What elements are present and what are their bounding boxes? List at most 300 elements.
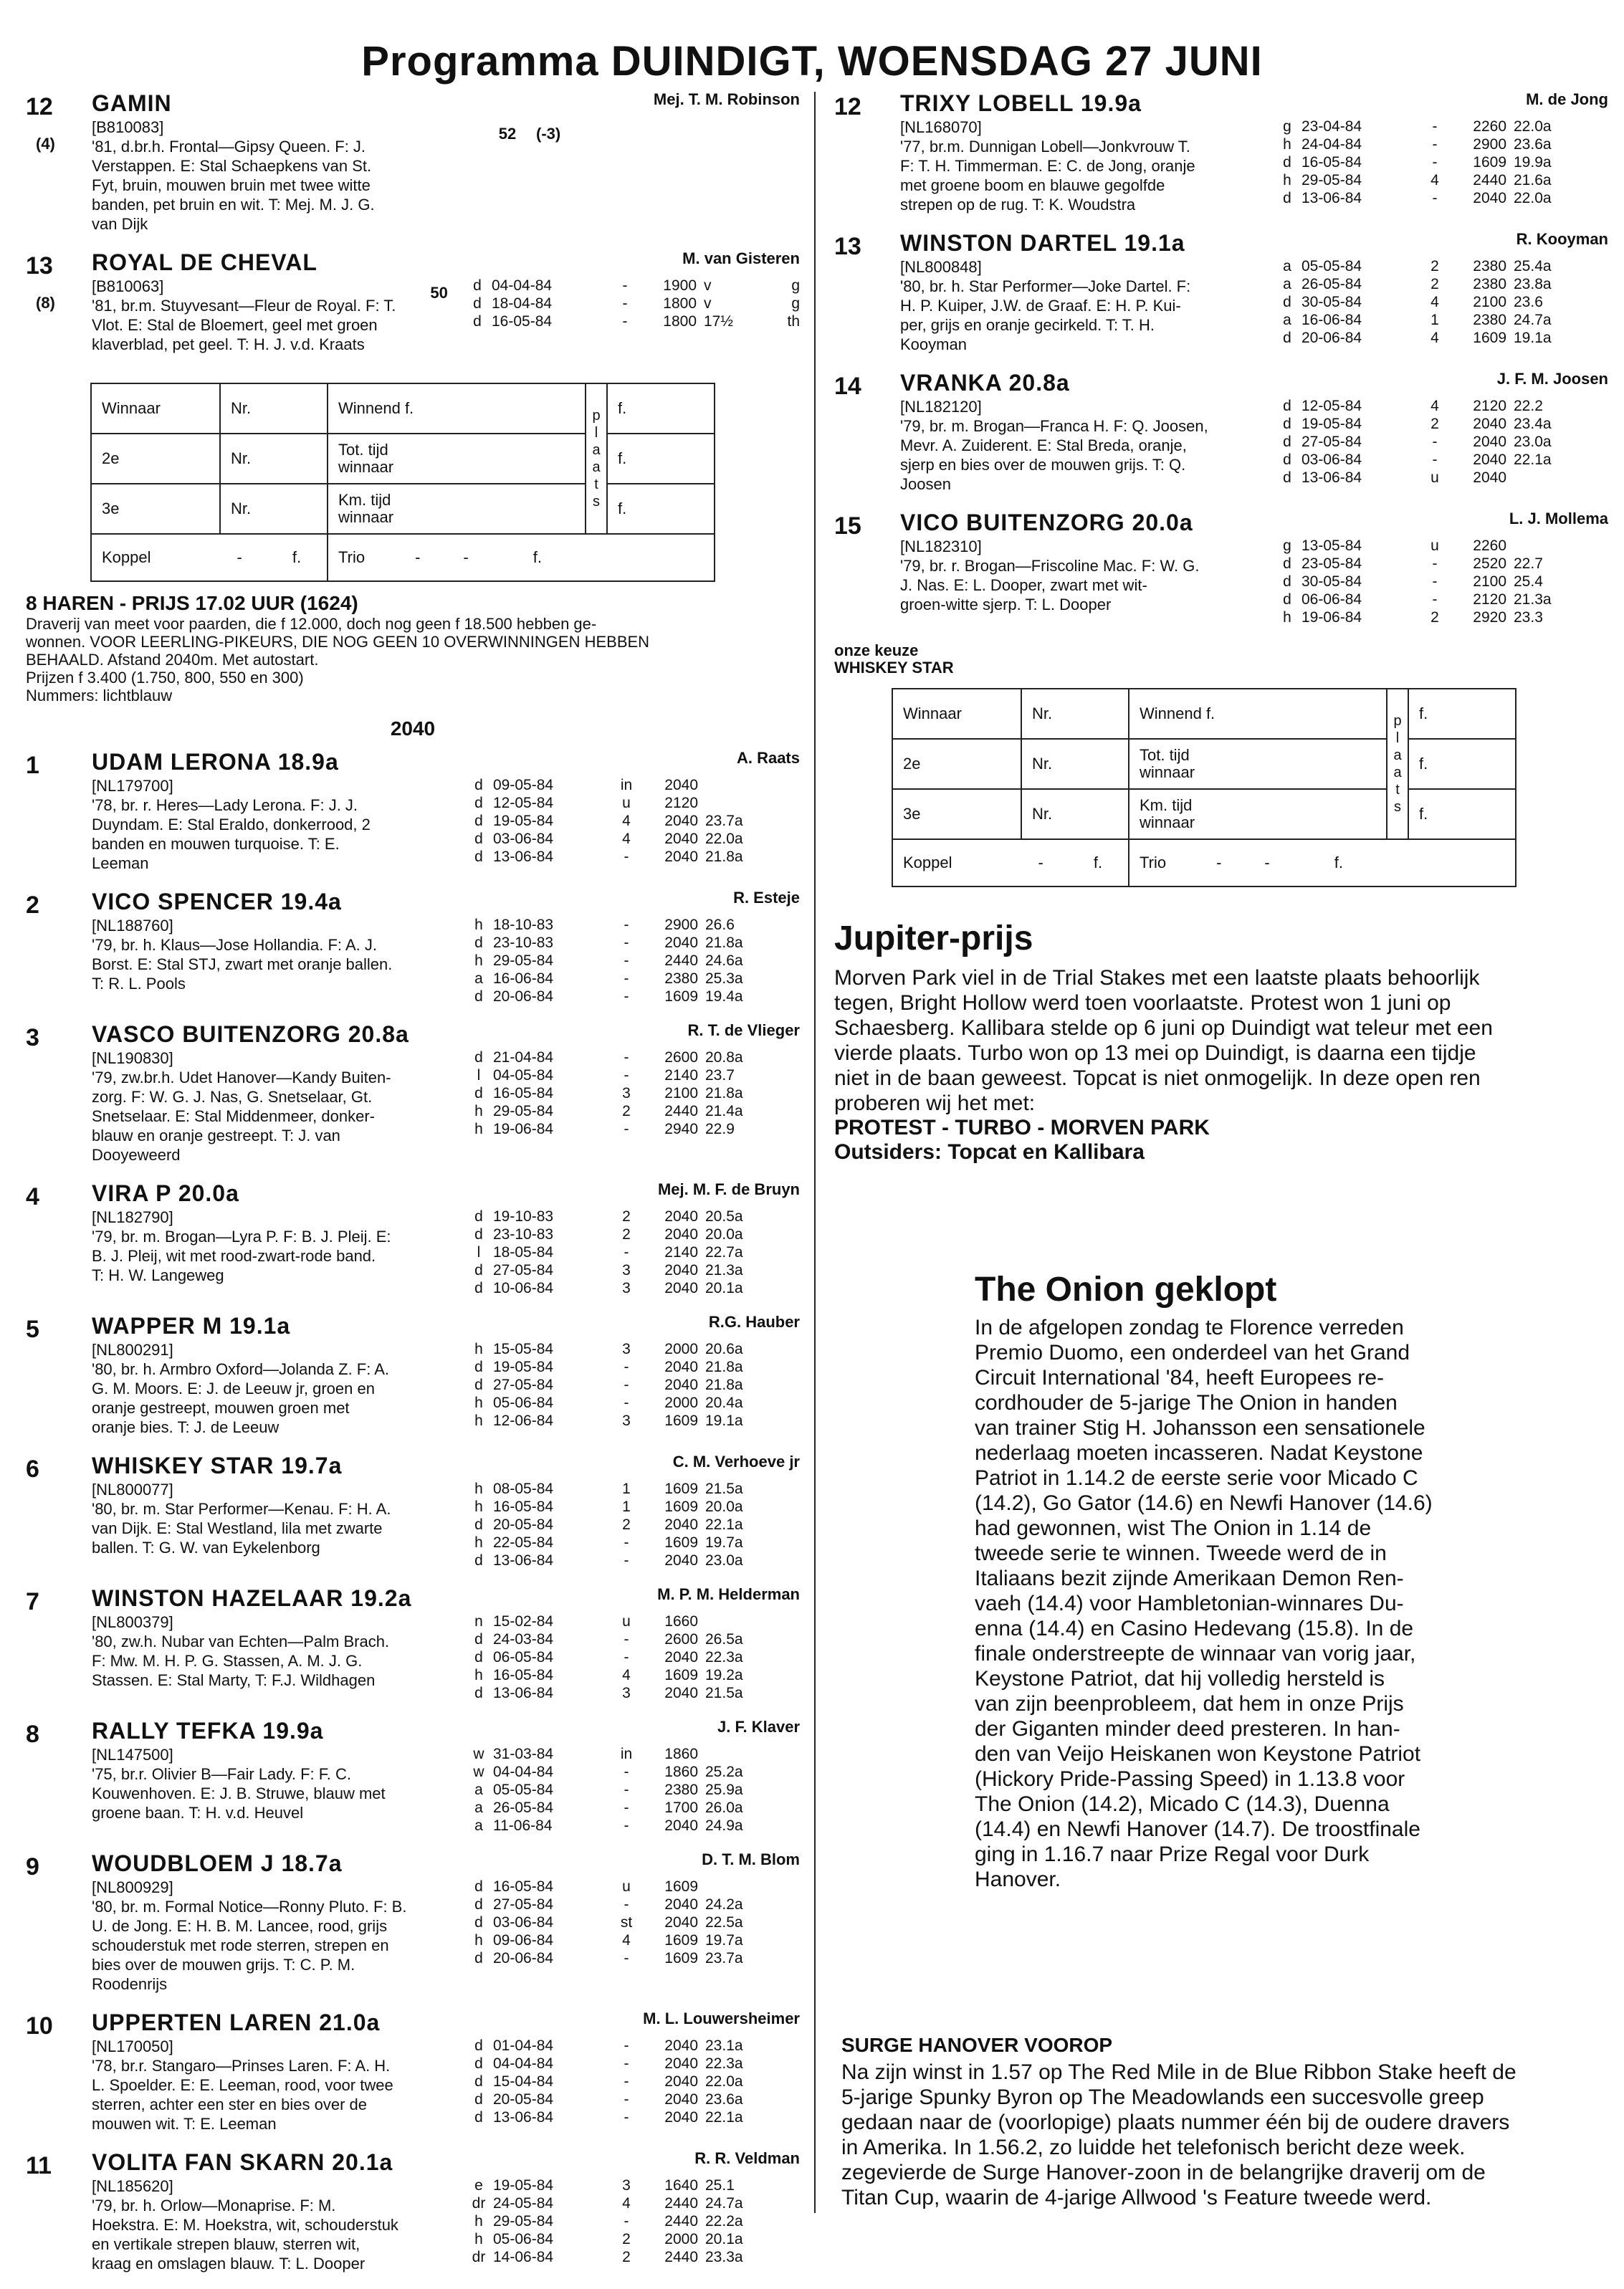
horse-info (900, 397, 1273, 494)
date: 20-06-84 (493, 988, 554, 1005)
place: 4 (1430, 172, 1439, 188)
entry-draw: (4) (36, 135, 55, 153)
place: 3 (622, 1685, 631, 1701)
entry-body (92, 2149, 800, 2273)
place: - (624, 1764, 629, 1780)
place: 2 (1430, 258, 1439, 274)
entry-number: 5 (26, 1316, 39, 1343)
form-row (464, 1781, 800, 1799)
info-line: [NL800291] (92, 1341, 173, 1359)
date: 13-06-84 (493, 1685, 554, 1701)
info-line: blauw en oranje gestreept. T: J. van (92, 1127, 340, 1144)
entry-main (92, 277, 800, 354)
driver-name: J. F. Klaver (717, 1718, 800, 1736)
track: h (474, 1534, 483, 1551)
dash (1387, 275, 1413, 293)
column-divider (814, 92, 816, 2213)
track: d (474, 1208, 483, 1225)
horse-entry (26, 1585, 800, 1702)
dash (579, 1648, 605, 1666)
time: 20.0a (705, 1499, 743, 1515)
driver-name: R. Esteje (733, 889, 800, 907)
distance: 2040 (664, 1914, 698, 1931)
distance: 1860 (664, 1764, 698, 1780)
time: 24.7a (705, 2195, 743, 2212)
entry-body (92, 249, 800, 354)
text-line: 5-jarige Spunky Byron op The Meadowlands een succesvolle greep (841, 2085, 1484, 2109)
trio-cell (1129, 839, 1516, 887)
dash (1387, 591, 1413, 608)
form-row (1273, 135, 1608, 153)
form-lines (464, 2176, 800, 2273)
place: 3 (622, 1280, 631, 1296)
date: 16-05-84 (493, 1085, 554, 1102)
trio-dash: - (1216, 854, 1222, 871)
date: 09-06-84 (493, 1932, 554, 1949)
place: - (624, 952, 629, 969)
description-line: wonnen. VOOR LEERLING-PIKEURS, DIE NOG GEEN 10 OVERWINNINGEN HEBBEN (26, 633, 650, 651)
info-line: '79, br. r. Brogan—Friscoline Mac. F: W. G. (900, 557, 1200, 575)
form-row (464, 1552, 800, 1569)
entry-number: 6 (26, 1456, 39, 1483)
place: 3 (622, 1413, 631, 1429)
track: d (474, 1516, 483, 1533)
horse-info (92, 2037, 464, 2133)
place: - (624, 2091, 629, 2108)
date: 15-04-84 (493, 2073, 554, 2090)
dash (579, 1763, 605, 1781)
track: d (474, 849, 483, 865)
distance: 2040 (1473, 190, 1506, 206)
time: 20.1a (705, 2231, 743, 2247)
place: - (1432, 118, 1438, 135)
name-line (92, 749, 800, 776)
place: 2 (1430, 276, 1439, 292)
dash (579, 1931, 605, 1949)
form-lines (464, 916, 800, 1005)
info-line: strepen op de rug. T: K. Woudstra (900, 196, 1136, 214)
km-tijd-label: Km. tijd (1140, 796, 1193, 814)
info-line: [NL800077] (92, 1481, 173, 1499)
place: - (1432, 573, 1438, 590)
form-row (464, 1799, 800, 1817)
form-lines (1273, 257, 1608, 354)
date: 29-05-84 (493, 2213, 554, 2230)
entry-body (92, 749, 800, 873)
entry-draw: (8) (36, 294, 55, 312)
dash (578, 312, 603, 330)
winnaar-cell: Winnaar (91, 383, 220, 434)
distance: 2040 (664, 1280, 698, 1296)
time (698, 794, 768, 812)
distance: 2100 (1473, 573, 1506, 590)
distance: 2260 (1473, 118, 1506, 135)
dash (579, 2194, 605, 2212)
track: w (473, 1764, 484, 1780)
form-lines (464, 1745, 800, 1835)
form-row (464, 1394, 800, 1412)
date: 15-02-84 (493, 1613, 554, 1630)
time: 22.0a (1514, 190, 1552, 206)
distance: 1700 (664, 1800, 698, 1816)
place: 2 (622, 1226, 631, 1243)
time: v (704, 295, 712, 312)
info-line: Roodenrijs (92, 1975, 168, 1993)
plaats-letter: l (594, 425, 598, 441)
distance: 2440 (664, 952, 698, 969)
date: 20-06-84 (1301, 330, 1362, 346)
time: 22.1a (1514, 451, 1552, 468)
place: 2 (622, 1103, 631, 1119)
track: h (474, 1932, 483, 1949)
time: 25.4 (1514, 573, 1543, 590)
dash (579, 2212, 605, 2230)
form-row (464, 2055, 800, 2073)
info-line: Joosen (900, 475, 951, 493)
koppel-f: f. (1093, 854, 1103, 871)
date: 20-05-84 (493, 2091, 554, 2108)
dash (1387, 311, 1413, 329)
track: h (474, 952, 483, 969)
track: d (474, 1914, 483, 1931)
distance: 2040 (664, 1226, 698, 1243)
place: - (624, 1782, 629, 1798)
name-line (92, 1718, 800, 1745)
result-table (90, 383, 715, 582)
time: 25.3a (705, 970, 743, 987)
form-row (1273, 608, 1608, 626)
form-row (1273, 189, 1608, 207)
entry-number: 13 (26, 252, 53, 279)
result-table (892, 688, 1516, 887)
horse-info (92, 2176, 464, 2273)
time: 21.8a (705, 1377, 743, 1393)
time (1506, 537, 1577, 555)
info-line: [NL182120] (900, 398, 982, 416)
track: d (1283, 416, 1291, 432)
track: d (474, 1262, 483, 1279)
date: 04-04-84 (493, 2055, 554, 2072)
info-line: T: H. W. Langeweg (92, 1266, 224, 1284)
date: 12-06-84 (493, 1413, 554, 1429)
entry-body (92, 1313, 800, 1437)
horse-entry (26, 1180, 800, 1297)
info-line: mouwen wit. T: E. Leeman (92, 2115, 277, 2133)
form-row (464, 2230, 800, 2248)
koppel-row (892, 839, 1516, 887)
trio-dash: - (463, 548, 469, 566)
dash (579, 1878, 605, 1896)
driver-name: Mej. T. M. Robinson (653, 90, 800, 108)
form-row (464, 1896, 800, 1913)
form-row (464, 916, 800, 934)
race-8-section (26, 592, 800, 2273)
info-line: '80, br. m. Star Performer—Kenau. F: H. A. (92, 1500, 391, 1518)
date: 19-05-84 (493, 813, 554, 829)
text-line: ging in 1.16.7 naar Prize Regal voor Durk (975, 1843, 1370, 1866)
place: - (624, 2109, 629, 2126)
dash (1387, 555, 1413, 573)
horse-name: VICO BUITENZORG 20.0a (900, 510, 1193, 535)
horse-info (900, 118, 1273, 214)
distance: 2040 (664, 1208, 698, 1225)
time: 21.3a (1514, 591, 1552, 608)
place: 2 (1430, 609, 1439, 626)
time: 22.0a (1514, 118, 1552, 135)
name-line (92, 1585, 800, 1612)
dash (1387, 608, 1413, 626)
form-row (464, 2212, 800, 2230)
place: - (622, 295, 628, 312)
track: a (474, 1782, 483, 1798)
info-line: H. P. Kuiper, J.W. de Graaf. E: H. P. Kui- (900, 297, 1181, 315)
distance: 2040 (664, 935, 698, 951)
info-line: '80, br. h. Armbro Oxford—Jolanda Z. F: A. (92, 1360, 390, 1378)
distance: 2440 (664, 2249, 698, 2265)
date: 13-06-84 (1301, 190, 1362, 206)
time: 22.7a (705, 1244, 743, 1261)
dash (1387, 189, 1413, 207)
info-line: Fyt, bruin, mouwen bruin met twee witte (92, 176, 371, 194)
result-table-left (90, 383, 800, 582)
tot-tijd-cell (1129, 739, 1387, 789)
info-line: G. M. Moors. E: J. de Leeuw jr, groen en (92, 1380, 375, 1397)
form-lines (464, 1340, 800, 1437)
derde-cell: 3e (892, 789, 1021, 839)
time: 23.0a (705, 1552, 743, 1569)
entry-main (900, 118, 1608, 214)
track: d (1283, 469, 1291, 486)
info-line: oranje gestreept, mouwen groen met (92, 1399, 350, 1417)
horse-entry (834, 510, 1608, 626)
date: 03-06-84 (493, 831, 554, 847)
track: a (1283, 312, 1291, 328)
track: l (477, 1244, 481, 1261)
date: 31-03-84 (493, 1746, 554, 1762)
dash (1387, 171, 1413, 189)
track: h (474, 1121, 483, 1137)
entry-body (900, 370, 1608, 494)
horse-name: VICO SPENCER 19.4a (92, 889, 342, 914)
form-row (464, 1913, 800, 1931)
dash (1387, 293, 1413, 311)
time (698, 1878, 768, 1896)
distance: 2040 (664, 1552, 698, 1569)
track: d (1283, 294, 1291, 310)
place: - (624, 1534, 629, 1551)
article-title: The Onion geklopt (975, 1271, 1277, 1309)
horse-name: UPPERTEN LAREN 21.0a (92, 2010, 381, 2035)
horse-entry (26, 1850, 800, 1994)
info-line: [NL147500] (92, 1746, 173, 1764)
place: in (620, 777, 633, 793)
time: 23.3a (705, 2249, 743, 2265)
time: 23.3 (1514, 609, 1543, 626)
distance: 1609 (664, 1932, 698, 1949)
info-line: banden, pet bruin en wit. T: Mej. M. J. G. (92, 196, 375, 214)
time: 22.5a (705, 1914, 743, 1931)
dash (579, 1896, 605, 1913)
f-cell: f. (1408, 739, 1516, 789)
article-body (841, 2060, 1615, 2210)
date: 30-05-84 (1301, 294, 1362, 310)
place: - (624, 1049, 629, 1066)
form-lines (464, 1048, 800, 1165)
entry-main (92, 776, 800, 873)
horse-entry (834, 370, 1608, 494)
horse-entry (26, 2149, 800, 2273)
info-line: Stassen. E: Stal Marty, T: F.J. Wildhagen (92, 1671, 376, 1689)
time: 24.9a (705, 1817, 743, 1834)
form-row (464, 1102, 800, 1120)
track: n (474, 1613, 483, 1630)
distance: 2440 (664, 2195, 698, 2212)
time: 23.1a (705, 2037, 743, 2054)
distance: 1609 (664, 988, 698, 1005)
text-line: (14.2), Go Gator (14.6) en Newfi Hanover (14.6) (975, 1491, 1433, 1515)
track: h (474, 1395, 483, 1411)
text-line: Keystone Patriot, dat hij volledig hersteld is (975, 1667, 1385, 1691)
time: 25.9a (705, 1782, 743, 1798)
nr-cell: Nr. (220, 434, 328, 484)
place: in (620, 1746, 633, 1762)
dash (579, 812, 605, 830)
time: 22.2 (1514, 398, 1543, 414)
place: - (622, 277, 628, 294)
form-row (464, 952, 800, 970)
track: d (474, 1685, 483, 1701)
text-line: gedaan naar de (voorlopige) plaats nummer één bij de oudere dravers (841, 2111, 1510, 2134)
dash (1387, 135, 1413, 153)
date: 12-05-84 (1301, 398, 1362, 414)
horse-info (92, 1480, 464, 1569)
time: 20.6a (705, 1341, 743, 1357)
trio-f: f. (532, 548, 542, 566)
track: d (474, 1280, 483, 1296)
dash (579, 1048, 605, 1066)
date: 15-05-84 (493, 1341, 554, 1357)
dash (579, 1498, 605, 1516)
f-cell: f. (607, 383, 715, 434)
dash (579, 1913, 605, 1931)
dash (579, 848, 605, 866)
form-row (1273, 451, 1608, 469)
koppel-dash: - (1038, 854, 1043, 871)
time: 19.1a (1514, 330, 1552, 346)
info-line: [NL800929] (92, 1878, 173, 1896)
track: d (474, 2091, 483, 2108)
text-line: Morven Park viel in de Trial Stakes met een laatste plaats behoorlijk (834, 966, 1480, 990)
plaats-letter: a (1393, 747, 1402, 763)
place: - (624, 917, 629, 933)
dash (579, 1480, 605, 1498)
horse-name: WINSTON DARTEL 19.1a (900, 230, 1185, 256)
time: 21.8a (705, 935, 743, 951)
time: 20.8a (705, 1049, 743, 1066)
winnaar-cell: Winnaar (892, 689, 1021, 739)
track: d (474, 1226, 483, 1243)
dash (579, 988, 605, 1005)
dash (579, 1225, 605, 1243)
form-row (1273, 275, 1608, 293)
time: 21.3a (705, 1262, 743, 1279)
dash (579, 1817, 605, 1835)
distance: 2040 (1473, 469, 1506, 486)
horse-name: WAPPER M 19.1a (92, 1313, 291, 1339)
form-row (464, 830, 800, 848)
date: 06-05-84 (493, 1649, 554, 1666)
track: g (1283, 118, 1291, 135)
article-pick: PROTEST - TURBO - MORVEN PARK (834, 1116, 1210, 1139)
dash (579, 1208, 605, 1225)
place: - (624, 1395, 629, 1411)
weight (415, 277, 463, 354)
onion-article (975, 1270, 1605, 1892)
note: g (791, 295, 800, 312)
entry-main (92, 118, 800, 234)
place: - (624, 1817, 629, 1834)
dash (579, 1279, 605, 1297)
plaats-letter: t (594, 477, 598, 492)
time: 21.8a (705, 1085, 743, 1102)
distance: 1860 (664, 1746, 698, 1762)
text-line: proberen wij het met: (834, 1091, 1036, 1115)
date: 06-06-84 (1301, 591, 1362, 608)
date: 04-04-84 (492, 277, 553, 294)
track: h (474, 1413, 483, 1429)
horse-info (92, 118, 479, 234)
time: 19.7a (705, 1932, 743, 1949)
entry-body (92, 90, 800, 234)
form-lines (464, 1480, 800, 1569)
distance: 2040 (664, 1685, 698, 1701)
weight-value: 50 (430, 284, 448, 302)
dash (579, 1340, 605, 1358)
dash (1387, 469, 1413, 487)
time: 19.9a (1514, 154, 1552, 171)
info-line: '79, br. m. Brogan—Franca H. F: Q. Joosen, (900, 417, 1208, 435)
info-line: F: Mw. M. H. P. G. Stassen, A. M. J. G. (92, 1652, 363, 1670)
form-row (464, 1817, 800, 1835)
date: 05-06-84 (493, 1395, 554, 1411)
note: g (791, 277, 800, 294)
info-line: zorg. F: W. G. J. Nas, G. Snetselaar, Gt. (92, 1088, 373, 1106)
dash (1387, 451, 1413, 469)
text-line: tweede serie te winnen. Tweede werd de in (975, 1542, 1387, 1565)
date: 23-05-84 (1301, 555, 1362, 572)
info-line: met groene boom en blauwe gegolfde (900, 176, 1165, 194)
f-cell: f. (607, 434, 715, 484)
time: 23.7a (705, 1950, 743, 1967)
article-outsiders: Outsiders: Topcat en Kallibara (834, 1140, 1145, 1164)
f-cell: f. (607, 484, 715, 534)
name-line (92, 1850, 800, 1878)
info-line: [NL168070] (900, 118, 982, 136)
place: 2 (622, 2249, 631, 2265)
track: d (1283, 451, 1291, 468)
form-row (464, 2090, 800, 2108)
date: 05-05-84 (1301, 258, 1362, 274)
form-row (464, 1084, 800, 1102)
date: 27-05-84 (1301, 434, 1362, 450)
place: - (624, 1244, 629, 1261)
place: u (622, 1613, 631, 1630)
distance: 2380 (1473, 258, 1506, 274)
text-line: Na zijn winst in 1.57 op The Red Mile in de Blue Ribbon Stake heeft de (841, 2060, 1516, 2084)
track: d (474, 777, 483, 793)
info-line: [NL800379] (92, 1613, 173, 1631)
entry-number: 13 (834, 233, 861, 260)
